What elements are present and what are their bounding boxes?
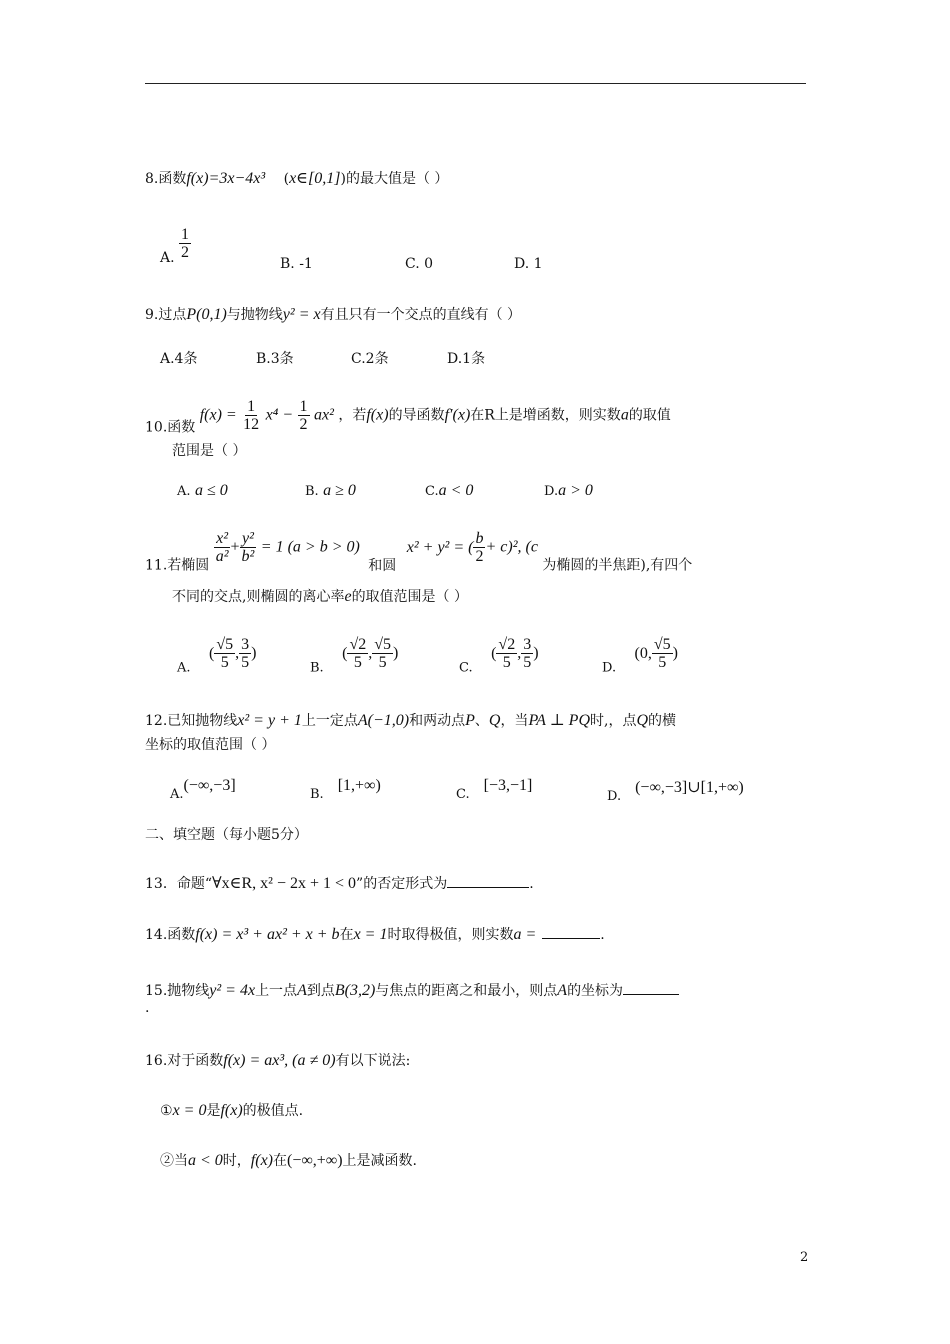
q15-stem: 15.抛物线y² = 4x上一点A到点B(3,2)与焦点的距离之和最小，则点A的坐标为	[145, 980, 679, 1000]
q9-point: P(0,1)	[186, 306, 227, 323]
q11-stem: 11.若椭圆 $\frac{\text{x²}}{\text{a²}}$ + $\frac{\text{y²}}{\text{b²}}$ = 1 (a > b > 0) 和圆 x² + y² = ( $\frac{b}{2}$ + c)², (c 为椭圆的半焦距),有四个	[145, 530, 693, 574]
section-heading: 二、填空题（每小题5分）	[145, 827, 308, 843]
q14-answer-blank[interactable]	[542, 924, 600, 939]
q9-curve: y² = x	[282, 306, 321, 323]
q10-stem-line2: 范围是（ ）	[172, 443, 247, 459]
q10-fraction-2: $\frac{1}{2}$	[299, 398, 308, 433]
q8-option-a: A. $\frac{1}{2}$	[160, 226, 190, 266]
q14-stem: 14.函数f(x) = x³ + ax² + x + b在x = 1时取得极值，则实数a = .	[145, 926, 605, 943]
q11-circle-fraction: $\frac{b}{2}$	[475, 530, 484, 565]
page-number: 2	[800, 1250, 809, 1265]
q10-fraction-1: $\frac{1}{12}$	[243, 398, 260, 433]
q12-option-d: D.(−∞,−3]∪[1,+∞)	[607, 779, 744, 804]
header-rule	[145, 83, 806, 84]
q9-stem: 9.过点P(0,1)与抛物线y² = x有且只有一个交点的直线有（ ）	[145, 306, 522, 323]
q9-option-c: C.2条	[351, 351, 389, 367]
q11-ellipse-x-term: $\frac{\text{x²}}{\text{a²}}$	[215, 530, 229, 565]
q12-option-b: B.[1,+∞)	[310, 777, 381, 802]
q11-option-a: A. ( $\frac{√5}{5}$ , $\frac{3}{5}$ )	[177, 636, 257, 676]
q8-option-c: C. 0	[405, 256, 434, 272]
q16-statement-2: ②当a < 0时，f(x)在(−∞,+∞)上是减函数.	[160, 1152, 417, 1169]
q11-option-c: C. ( $\frac{√2}{5}$ , $\frac{3}{5}$ )	[459, 636, 539, 676]
q12-option-c: C.[−3,−1]	[456, 777, 533, 802]
q16-statement-1: ①x = 0是f(x)的极值点.	[160, 1102, 304, 1119]
q15-end: .	[145, 1000, 150, 1016]
q11-stem-line2: 不同的交点,则椭圆的离心率e的取值范围是（ ）	[172, 588, 469, 605]
q10-option-a: A. a ≤ 0	[177, 482, 228, 499]
q16-stem: 16.对于函数f(x) = ax³, (a ≠ 0)有以下说法:	[145, 1052, 411, 1069]
q10-option-c: C.a < 0	[425, 482, 474, 499]
q8-option-a-fraction: $\frac{1}{2}$	[181, 226, 190, 261]
q10-stem: 10.函数 f(x) = $\frac{1}{12}$ x⁴ − $\frac{1}{2}$ ax² ，若f(x)的导函数f′(x)在R上是增函数，则实数a的取值	[145, 398, 671, 436]
q10-option-b: B. a ≥ 0	[305, 482, 356, 499]
q8-function: f(x)=3x−4x³	[186, 170, 266, 187]
q8-stem: 8.函数f(x)=3x−4x³ (x∈[0,1])的最大值是（ ）	[145, 170, 449, 187]
q15-answer-blank[interactable]	[623, 980, 679, 995]
q13-answer-blank[interactable]	[447, 873, 529, 888]
q10-option-d: D.a > 0	[544, 482, 593, 499]
q8-option-d: D. 1	[514, 256, 543, 272]
q13-stem: 13．命题“∀x∈R, x² − 2x + 1 < 0”的否定形式为 .	[145, 875, 534, 892]
q12-stem: 12.已知抛物线x² = y + 1上一定点A(−1,0)和两动点P、Q，当PA ⊥ PQ时,，点Q的横	[145, 712, 677, 729]
q11-option-d: D. (0, $\frac{√5}{5}$ )	[602, 636, 678, 676]
q12-option-a: A.(−∞,−3]	[170, 777, 236, 802]
q11-ellipse-y-term: $\frac{\text{y²}}{\text{b²}}$	[241, 530, 255, 565]
q11-option-b: B. ( $\frac{√2}{5}$ , $\frac{√5}{5}$ )	[310, 636, 399, 676]
q9-option-a: A.4条	[160, 351, 198, 367]
q9-option-d: D.1条	[447, 351, 486, 367]
q8-domain: x∈[0,1]	[289, 170, 341, 187]
q9-option-b: B.3条	[256, 351, 294, 367]
q8-options	[160, 226, 191, 266]
q8-option-b: B. -1	[280, 256, 313, 272]
q12-stem-line2: 坐标的取值范围（ ）	[145, 737, 276, 753]
